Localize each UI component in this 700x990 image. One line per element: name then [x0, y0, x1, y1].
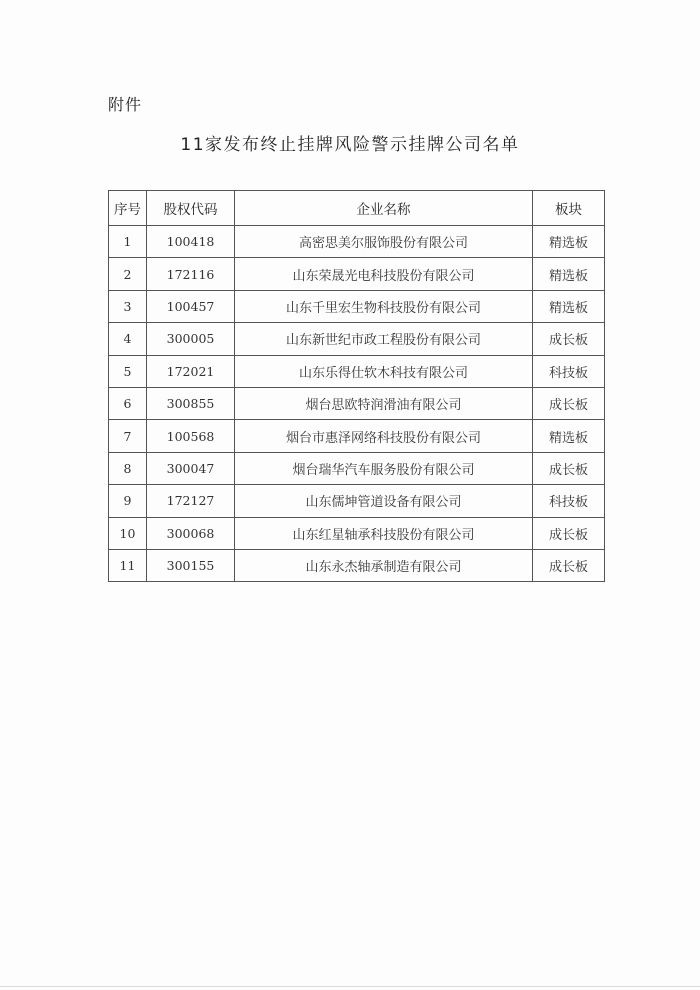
- cell-serial: 3: [109, 290, 147, 322]
- cell-code: 100568: [147, 420, 235, 452]
- cell-board: 精选板: [533, 420, 605, 452]
- cell-company-name: 山东乐得仕软木科技有限公司: [235, 355, 533, 387]
- cell-company-name: 山东儒坤管道设备有限公司: [235, 485, 533, 517]
- header-board: 板块: [533, 191, 605, 226]
- table-header: [109, 191, 605, 226]
- cell-board: 精选板: [533, 226, 605, 258]
- document-title: 11家发布终止挂牌风险警示挂牌公司名单: [180, 135, 520, 155]
- cell-company-name: 烟台瑞华汽车服务股份有限公司: [235, 452, 533, 484]
- cell-serial: 2: [109, 258, 147, 290]
- cell-serial: 11: [109, 549, 147, 581]
- header-serial: 序号: [109, 191, 147, 226]
- company-table: [108, 190, 605, 582]
- cell-code: 100457: [147, 290, 235, 322]
- cell-board: 成长板: [533, 517, 605, 549]
- cell-code: 300068: [147, 517, 235, 549]
- cell-company-name: 高密思美尔服饰股份有限公司: [235, 226, 533, 258]
- table-body: [109, 226, 605, 582]
- cell-code: 172021: [147, 355, 235, 387]
- cell-company-name: 烟台市惠泽网络科技股份有限公司: [235, 420, 533, 452]
- cell-board: 精选板: [533, 258, 605, 290]
- cell-company-name: 山东永杰轴承制造有限公司: [235, 549, 533, 581]
- header-code: 股权代码: [147, 191, 235, 226]
- header-company-name: 企业名称: [235, 191, 533, 226]
- cell-board: 科技板: [533, 355, 605, 387]
- cell-code: 300855: [147, 387, 235, 419]
- table-row: [109, 387, 605, 419]
- cell-board: 成长板: [533, 549, 605, 581]
- cell-serial: 1: [109, 226, 147, 258]
- page-bottom-edge: [0, 986, 700, 987]
- cell-board: 成长板: [533, 323, 605, 355]
- table-row: [109, 290, 605, 322]
- cell-serial: 8: [109, 452, 147, 484]
- cell-serial: 9: [109, 485, 147, 517]
- cell-company-name: 山东红星轴承科技股份有限公司: [235, 517, 533, 549]
- cell-serial: 7: [109, 420, 147, 452]
- cell-code: 300155: [147, 549, 235, 581]
- cell-code: 300047: [147, 452, 235, 484]
- cell-code: 172127: [147, 485, 235, 517]
- cell-company-name: 烟台思欧特润滑油有限公司: [235, 387, 533, 419]
- table-row: [109, 452, 605, 484]
- table-row: [109, 226, 605, 258]
- cell-code: 100418: [147, 226, 235, 258]
- cell-company-name: 山东新世纪市政工程股份有限公司: [235, 323, 533, 355]
- cell-serial: 10: [109, 517, 147, 549]
- header-row: [109, 191, 605, 226]
- cell-serial: 6: [109, 387, 147, 419]
- cell-company-name: 山东荣晟光电科技股份有限公司: [235, 258, 533, 290]
- cell-serial: 4: [109, 323, 147, 355]
- table-row: [109, 549, 605, 581]
- table-row: [109, 517, 605, 549]
- attachment-label: 附件: [108, 95, 143, 114]
- table-row: [109, 355, 605, 387]
- table-row: [109, 323, 605, 355]
- cell-code: 300005: [147, 323, 235, 355]
- table-row: [109, 420, 605, 452]
- cell-board: 科技板: [533, 485, 605, 517]
- table-row: [109, 485, 605, 517]
- cell-serial: 5: [109, 355, 147, 387]
- cell-code: 172116: [147, 258, 235, 290]
- cell-company-name: 山东千里宏生物科技股份有限公司: [235, 290, 533, 322]
- table-row: [109, 258, 605, 290]
- cell-board: 成长板: [533, 387, 605, 419]
- cell-board: 精选板: [533, 290, 605, 322]
- cell-board: 成长板: [533, 452, 605, 484]
